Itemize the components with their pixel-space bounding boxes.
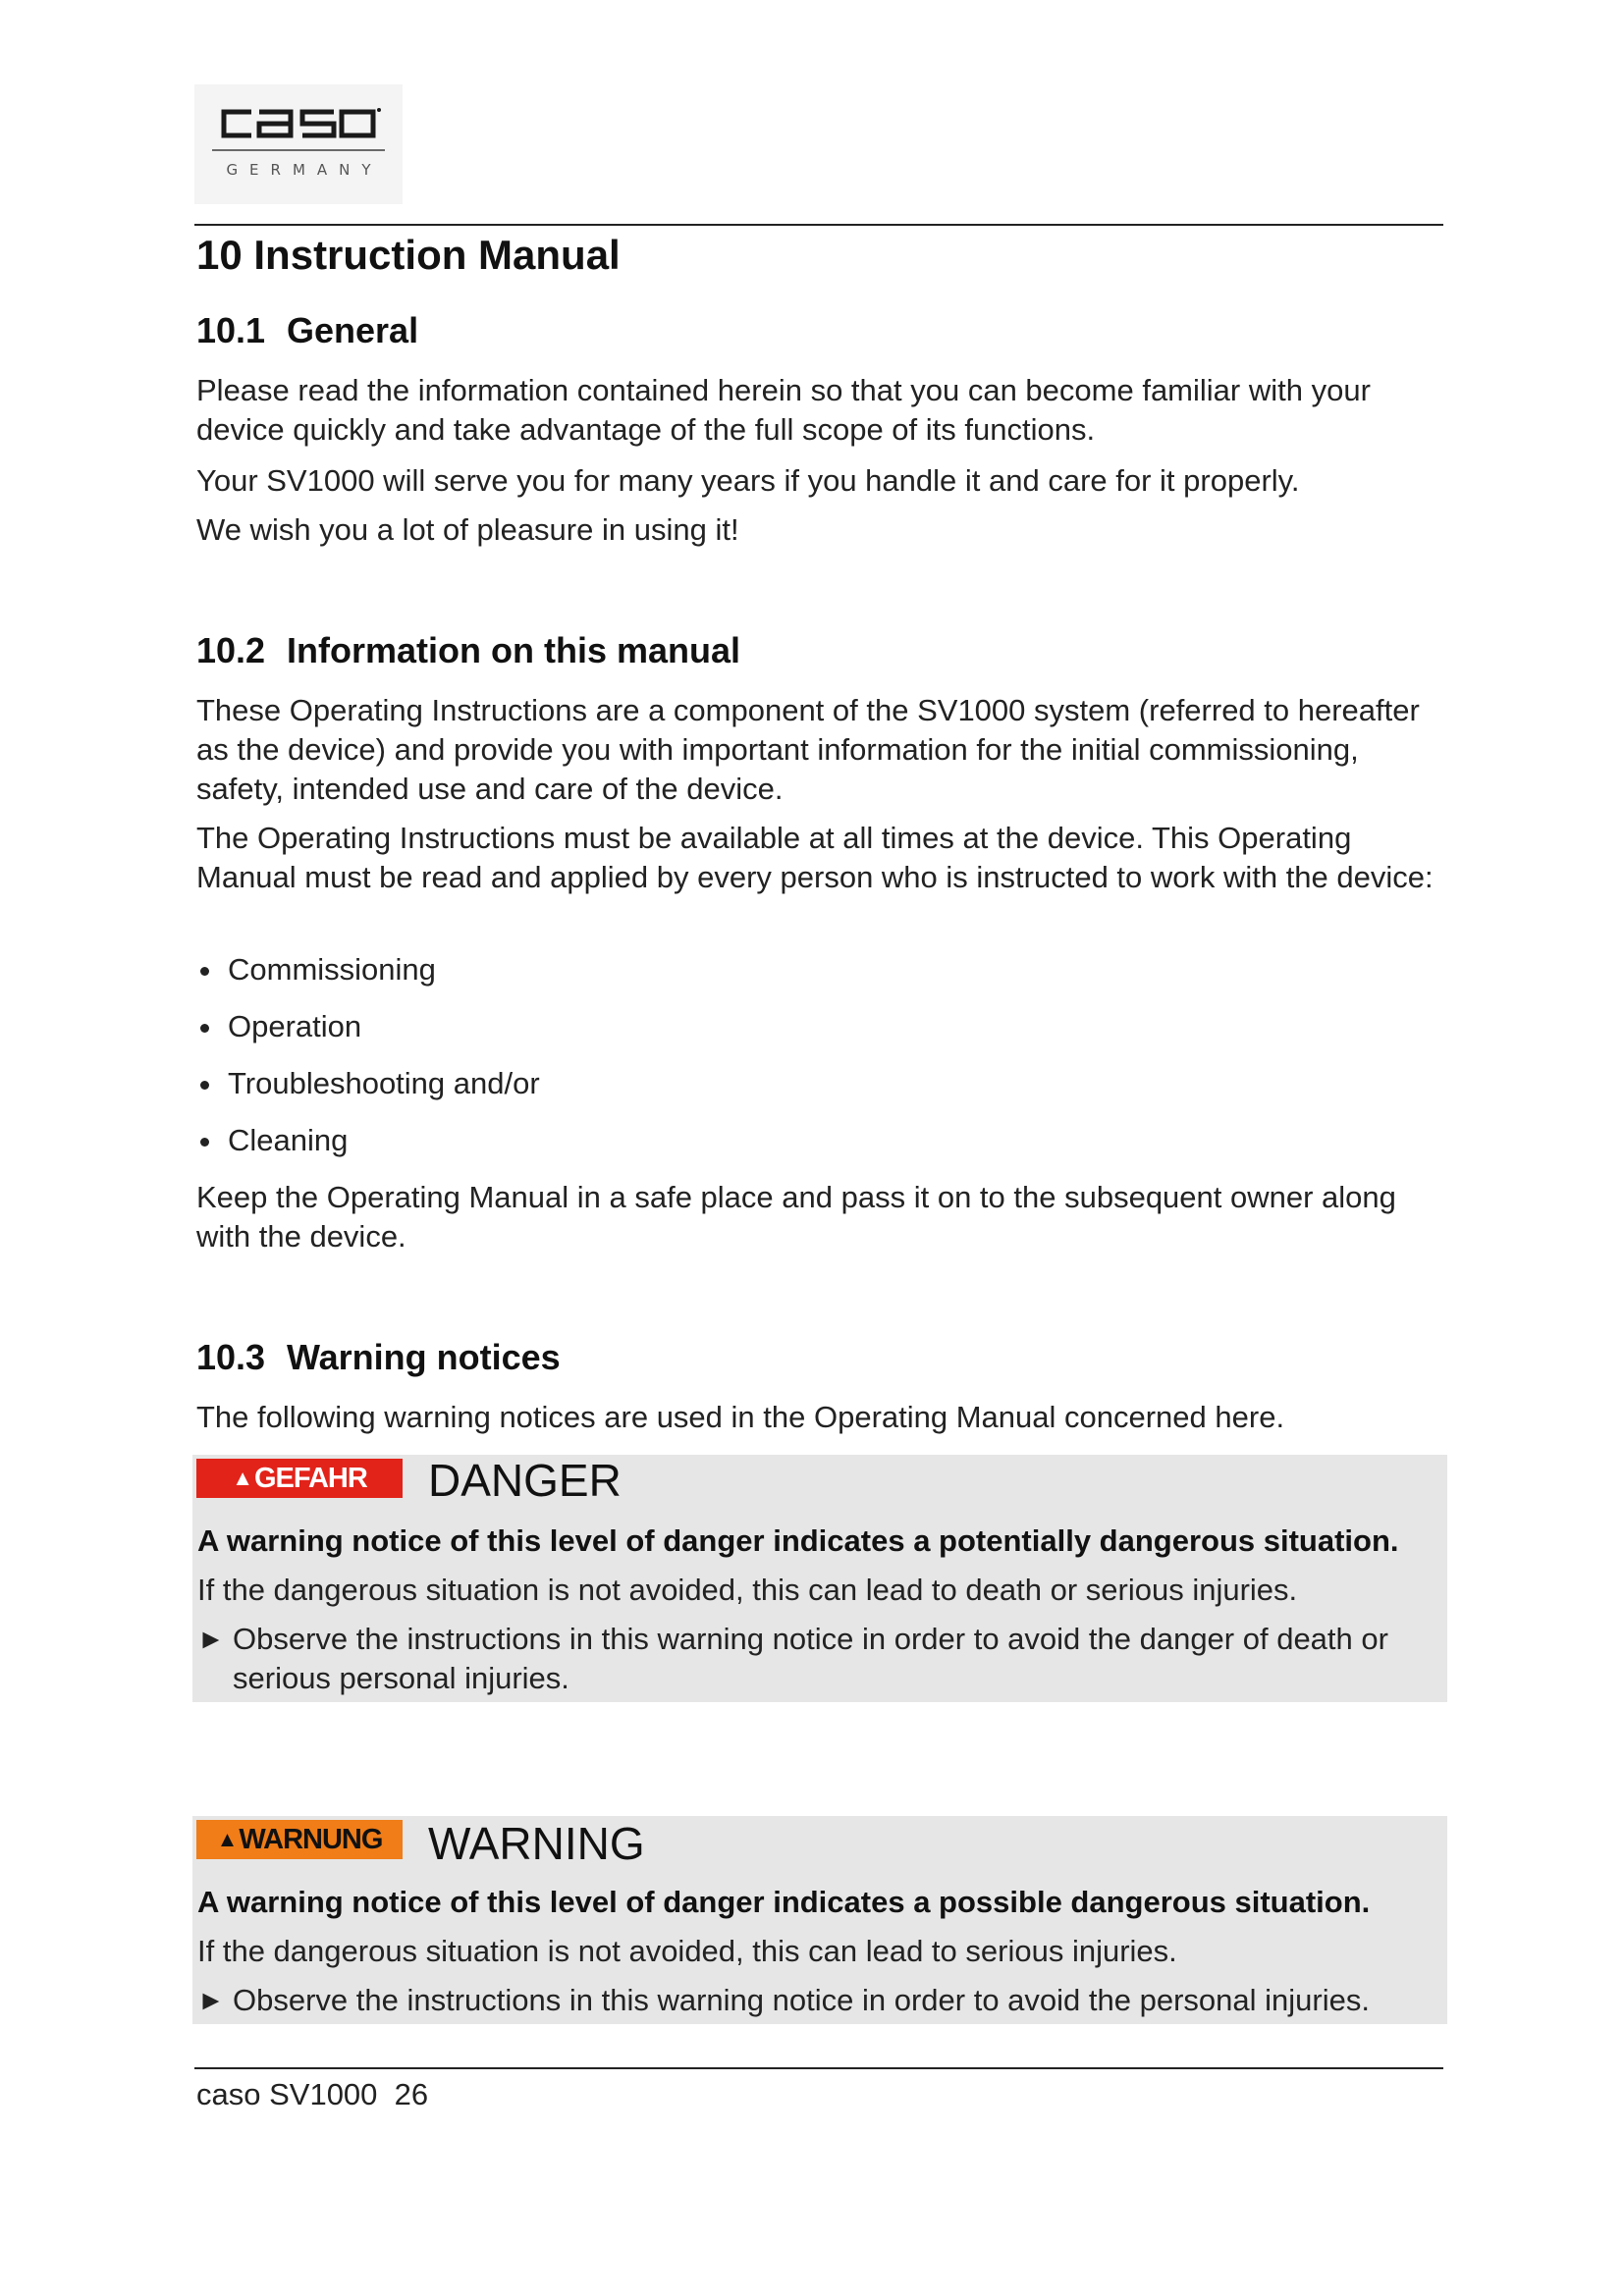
arrow-right-icon: ► xyxy=(197,1624,225,1654)
badge-label: WARNUNG xyxy=(239,1824,383,1855)
header-rule xyxy=(194,224,1443,226)
footer-product: caso SV1000 xyxy=(196,2077,378,2111)
section-title: Warning notices xyxy=(287,1337,561,1377)
notice-action xyxy=(197,1981,1436,2020)
section-number: 10.1 xyxy=(196,310,266,350)
notice-title: WARNING xyxy=(428,1818,645,1869)
notice-action-text: Observe the instructions in this warning notice in order to avoid the personal injuries. xyxy=(233,1983,1370,2017)
paragraph: Your SV1000 will serve you for many years if you handle it and care for it properly. xyxy=(196,463,1300,498)
section-heading-information xyxy=(196,630,740,671)
list-item: Commissioning xyxy=(196,950,1375,1007)
section-title: Information on this manual xyxy=(287,630,741,670)
warning-triangle-icon: ▲ xyxy=(232,1466,252,1490)
warning-badge xyxy=(196,1820,403,1859)
notice-action-text: Observe the instructions in this warning notice in order to avoid the danger of death or serious personal injuries. xyxy=(233,1622,1388,1695)
section-number: 10.2 xyxy=(196,630,266,670)
paragraph: The following warning notices are used in the Operating Manual concerned here. xyxy=(196,1400,1285,1434)
danger-notice xyxy=(192,1455,1447,1702)
logo-subtitle: GERMANY xyxy=(226,161,383,179)
section-number: 10.3 xyxy=(196,1337,266,1377)
warning-triangle-icon: ▲ xyxy=(216,1827,238,1851)
list-item: Cleaning xyxy=(196,1121,1375,1178)
paragraph: Please read the information contained herein so that you can become familiar with your device quickly and take advantage of the full scope of its functions. xyxy=(196,373,1371,447)
warning-notice xyxy=(192,1816,1447,2024)
notice-text: If the dangerous situation is not avoided, this can lead to serious injuries. xyxy=(197,1934,1177,1968)
section-title: General xyxy=(287,310,419,350)
page-title: 10 Instruction Manual xyxy=(196,232,621,278)
notice-text: If the dangerous situation is not avoided, this can lead to death or serious injuries. xyxy=(197,1573,1298,1607)
notice-title: DANGER xyxy=(428,1455,622,1506)
notice-headline: A warning notice of this level of danger indicates a potentially dangerous situation. xyxy=(197,1523,1399,1558)
caso-wordmark-icon xyxy=(216,104,383,143)
bullet-list xyxy=(196,950,1375,1178)
paragraph: We wish you a lot of pleasure in using it! xyxy=(196,512,739,547)
section-heading-general xyxy=(196,310,418,351)
badge-label: GEFAHR xyxy=(253,1463,367,1494)
footer-rule xyxy=(194,2067,1443,2069)
logo-divider xyxy=(212,149,385,151)
list-item: Troubleshooting and/or xyxy=(196,1064,1375,1121)
arrow-right-icon: ► xyxy=(197,1985,225,2015)
caso-logo xyxy=(194,84,403,204)
page-footer xyxy=(196,2077,428,2112)
list-item: Operation xyxy=(196,1007,1375,1064)
danger-badge xyxy=(196,1459,403,1498)
notice-action xyxy=(197,1620,1436,1698)
paragraph: These Operating Instructions are a component of the SV1000 system (referred to hereafter as the device) and provide you with important information for the initial commissioning, safety, intended use and care of the device. xyxy=(196,693,1420,806)
paragraph: Keep the Operating Manual in a safe place and pass it on to the subsequent owner along with the device. xyxy=(196,1180,1396,1254)
section-heading-warnings xyxy=(196,1337,561,1378)
page-number: 26 xyxy=(394,2077,429,2111)
paragraph: The Operating Instructions must be available at all times at the device. This Operating Manual must be read and applied by every person who is instructed to work with the device: xyxy=(196,821,1434,894)
notice-headline: A warning notice of this level of danger indicates a possible dangerous situation. xyxy=(197,1885,1371,1919)
